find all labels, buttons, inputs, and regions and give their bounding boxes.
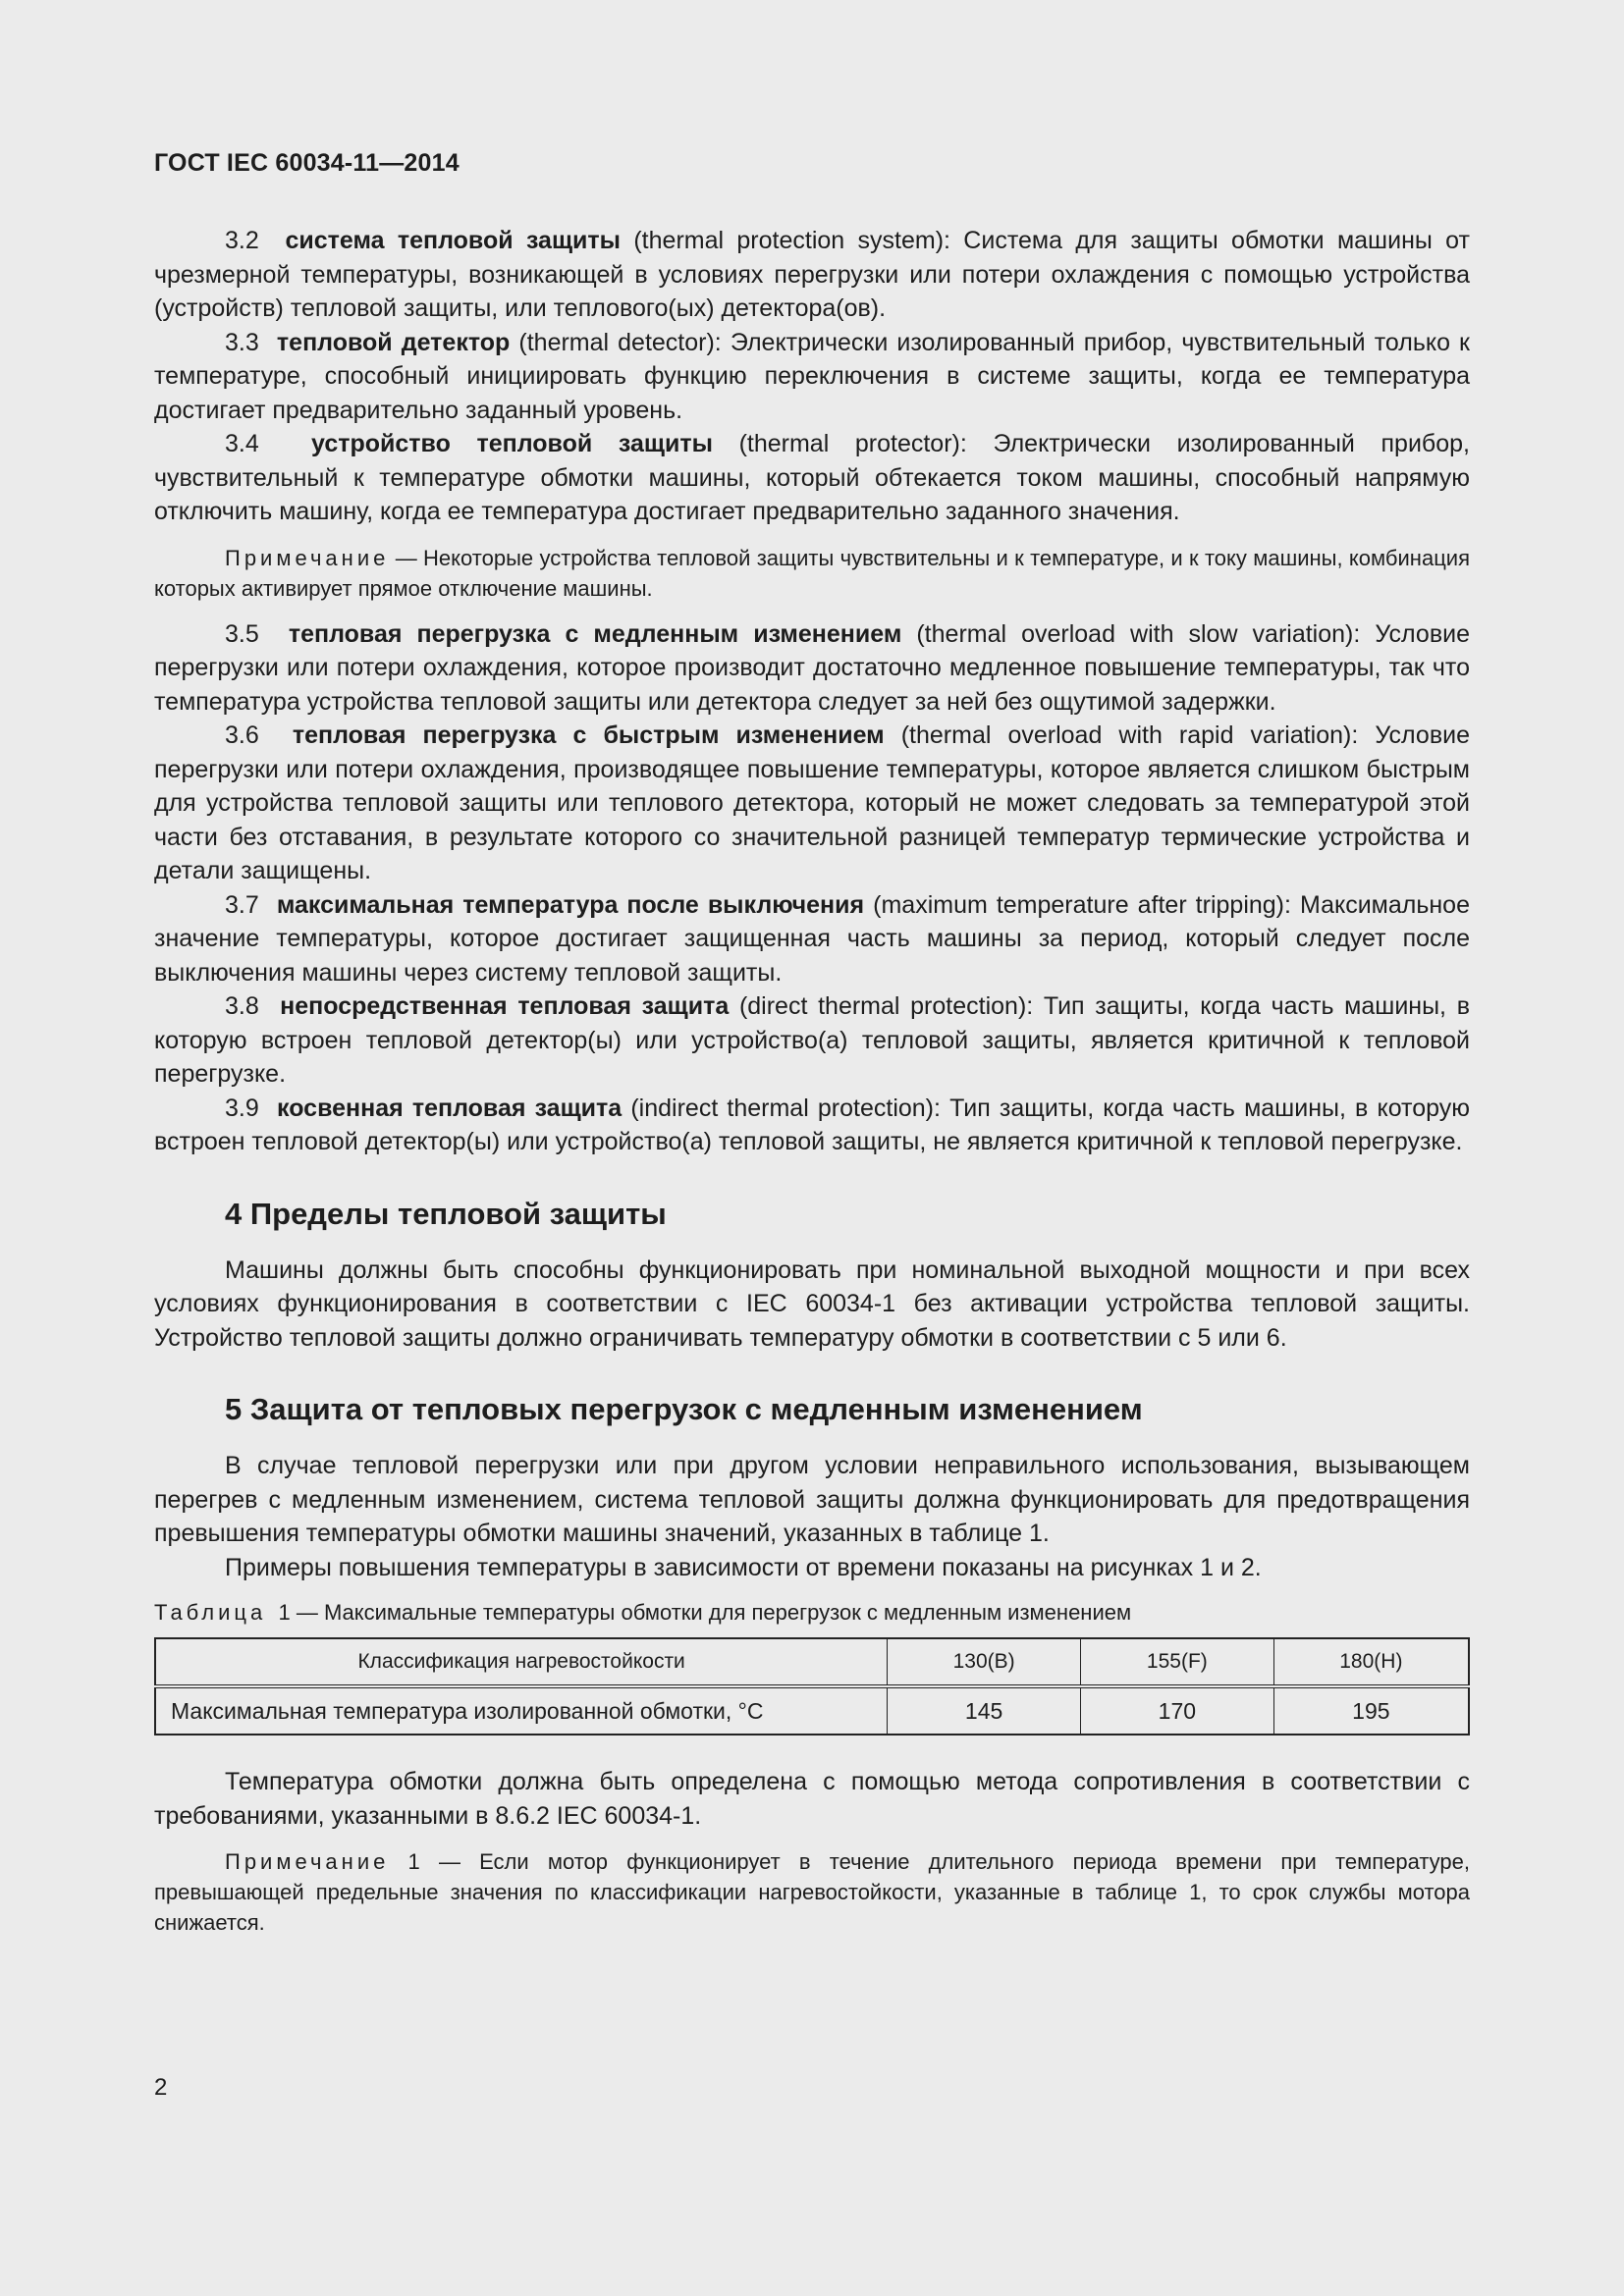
definition-3-3: 3.3 тепловой детектор (thermal detector): Электрически изолированный прибор, чувствительный только к температуре, способный инициировать функцию переключения в системе защиты, когда ее температура достигает предварительно заданный уровень. [154,328,1470,424]
definition-3-5: 3.5 тепловая перегрузка с медленным изменением (thermal overload with slow variation): Условие перегрузки или потери охлаждения, которое производит достаточно медленное повышение температуры, так что температура устройства тепловой защиты или детектора следует за ней без ощутимой задержки. [154,619,1470,716]
definition-term: тепловая перегрузка с медленным изменением [288,619,902,648]
table-cell: Максимальная температура изолированной обмотки, °C [155,1686,888,1735]
definition-term: максимальная температура после выключения [276,890,865,919]
table-1 [154,1637,1470,1735]
section-5-paragraph-1: В случае тепловой перегрузки или при другом условии неправильного использования, вызывающем перегрев с медленным изменением, система тепловой защиты должна функционировать для предотвращения превышения температуры обмотки машины значений, указанных в таблице 1. [154,1452,1470,1547]
definition-3-7: 3.7 максимальная температура после выключения (maximum temperature after tripping): Максимальное значение температуры, которое достигает защищенная часть машины за период, который следует после выключения машины через систему тепловой защиты. [154,890,1470,987]
table-header-cell: Классификация нагревостойкости [155,1638,888,1686]
table-cell: 195 [1273,1686,1469,1735]
note-label: Примечание [225,545,390,570]
after-table-paragraph: Температура обмотки должна быть определена с помощью метода сопротивления в соответствии с требованиями, указанными в 8.6.2 IEC 60034-1. [154,1768,1470,1830]
table-header-row [155,1638,1469,1686]
definition-3-6: 3.6 тепловая перегрузка с быстрым изменением (thermal overload with rapid variation): Условие перегрузки или потери охлаждения, производящее повышение температуры, которое является слишком быстрым для устройства тепловой защиты или теплового детектора, который не может следовать за температурой этой части без отставания, в результате которого со значительной разницей температур термические устройства и детали защищены. [154,721,1470,884]
section-4-heading: 4 Пределы тепловой защиты [225,1196,667,1231]
table-row [155,1686,1469,1735]
section-5-paragraph-2: Примеры повышения температуры в зависимости от времени показаны на рисунках 1 и 2. [225,1553,1262,1581]
section-5-heading: 5 Защита от тепловых перегрузок с медленным изменением [225,1392,1143,1426]
section-4-paragraph: Машины должны быть способны функционировать при номинальной выходной мощности и при всех условиях функционирования в соответствии с IEC 60034-1 без активации устройства тепловой защиты. Устройство тепловой защиты должно ограничивать температуру обмотки в соответствии с 5 или 6. [154,1255,1470,1352]
note-label: Примечание [225,1849,390,1874]
table-caption-label: Таблица [154,1600,267,1625]
definition-term: непосредственная тепловая защита [280,992,730,1020]
note-1-paragraph: Примечание 1 — Если мотор функционирует в течение длительного периода времени при температуре, превышающей предельные значения по классификации нагревостойкости, указанные в таблице 1, то срок службы мотора снижается. [154,1849,1470,1935]
table-header-cell: 155(F) [1080,1638,1273,1686]
table-header-cell: 180(H) [1273,1638,1469,1686]
table-cell: 170 [1080,1686,1273,1735]
table-header-cell: 130(B) [888,1638,1081,1686]
definition-3-4: 3.4 устройство тепловой защиты (thermal protector): Электрически изолированный прибор, чувствительный к температуре обмотки машины, который обтекается током машины, способный напрямую отключить машину, когда ее температура достигает предварительно заданного значения. [154,430,1470,525]
definition-term: косвенная тепловая защита [277,1094,623,1122]
definition-3-2: 3.2 система тепловой защиты (thermal protection system): Система для защиты обмотки машины от чрезмерной температуры, возникающей в условиях перегрузки или потери охлаждения с помощью устройства (устройств) тепловой защиты, или теплового(ых) детектора(ов). [154,227,1470,322]
definition-3-9: 3.9 косвенная тепловая защита (indirect thermal protection): Тип защиты, когда часть машины, в которую встроен тепловой детектор(ы) или устройство(а) тепловой защиты, не является критичной к тепловой перегрузке. [154,1094,1470,1155]
document-body [154,224,1470,1951]
table-cell: 145 [888,1686,1081,1735]
document-header: ГОСТ IEC 60034-11—2014 [154,149,460,177]
definition-3-8: 3.8 непосредственная тепловая защита (direct thermal protection): Тип защиты, когда часть машины, в которую встроен тепловой детектор(ы) или устройство(а) тепловой защиты, является критичной к тепловой перегрузке. [154,992,1470,1088]
definition-term: тепловая перегрузка с быстрым изменением [292,721,885,749]
note-paragraph: Примечание — Некоторые устройства тепловой защиты чувствительны и к температуре, и к току машины, комбинация которых активирует прямое отключение машины. [154,545,1470,601]
table-1-caption: Таблица 1 — Максимальные температуры обмотки для перегрузок с медленным изменением [154,1600,1132,1625]
definition-term: система тепловой защиты [285,227,622,254]
page-number: 2 [154,2074,168,2101]
definition-term: тепловой детектор [276,328,511,356]
definition-term: устройство тепловой защиты [311,430,713,457]
